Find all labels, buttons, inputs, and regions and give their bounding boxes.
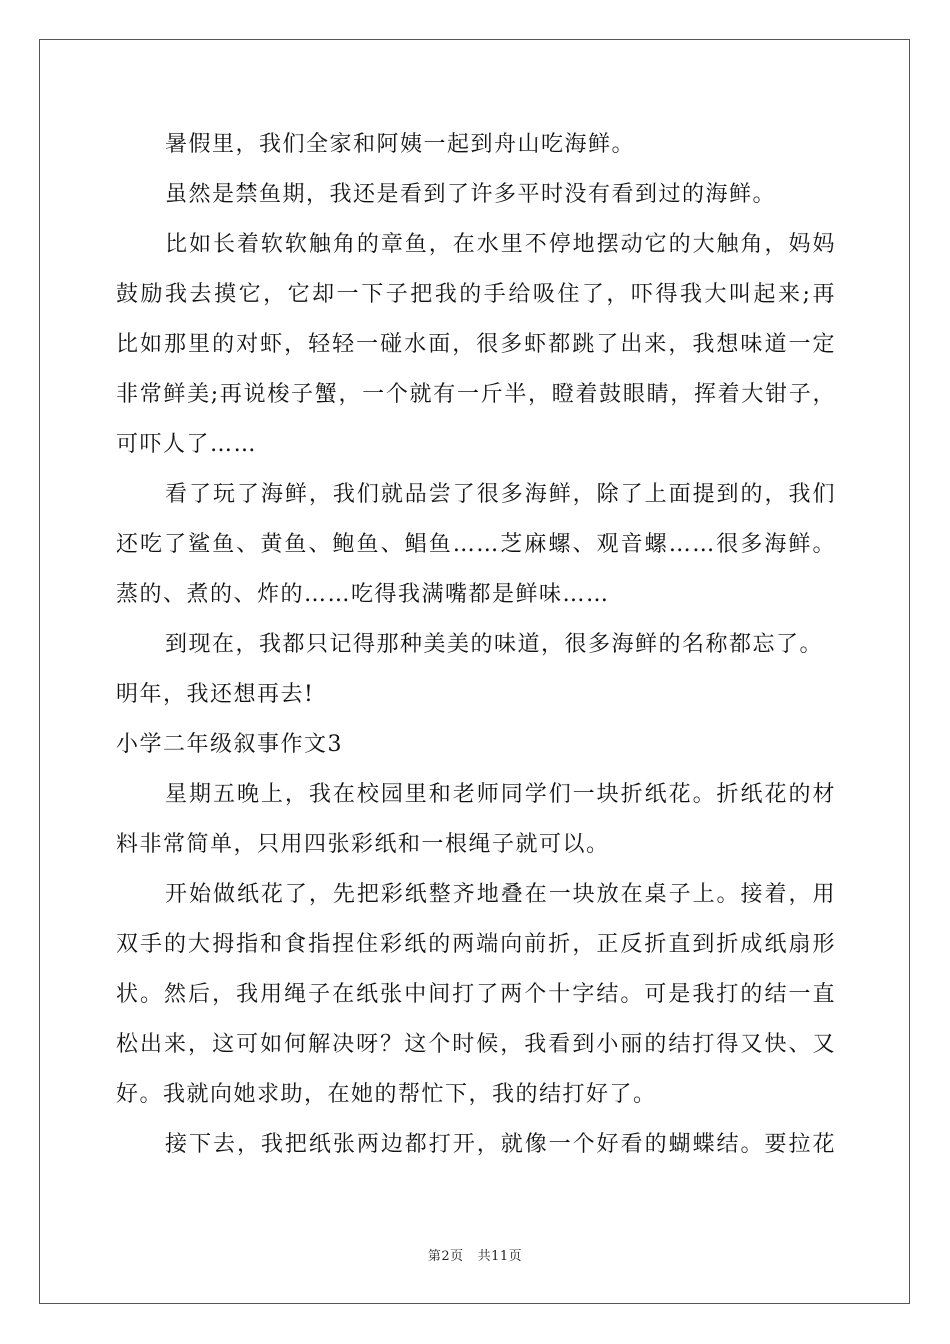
text-line: 蒸的、煮的、炸的……吃得我满嘴都是鲜味…… xyxy=(116,582,610,607)
page-footer xyxy=(0,1245,950,1264)
text-line: 小学二年级叙事作文3 xyxy=(116,732,343,757)
text-line: 可吓人了…… xyxy=(116,432,258,457)
text-line: 看了玩了海鲜，我们就品尝了很多海鲜，除了上面提到的，我们 xyxy=(165,482,836,507)
text-line: 虽然是禁鱼期，我还是看到了许多平时没有看到过的海鲜。 xyxy=(165,182,777,207)
page-number: 第2页 xyxy=(427,1249,464,1264)
text-line: 比如那里的对虾，轻轻一碰水面，很多虾都跳了出来，我想味道一定 xyxy=(116,332,836,357)
text-line: 料非常简单，只用四张彩纸和一根绳子就可以。 xyxy=(116,832,610,857)
document-body xyxy=(116,120,836,1170)
text-line: 双手的大拇指和食指捏住彩纸的两端向前折，正反折直到折成纸扇形 xyxy=(116,932,836,957)
text-line: 明年，我还想再去! xyxy=(116,682,315,707)
text-line: 接下去，我把纸张两边都打开，就像一个好看的蝴蝶结。要拉花 xyxy=(165,1132,836,1157)
text-line: 松出来，这可如何解决呀？这个时候，我看到小丽的结打得又快、又 xyxy=(116,1032,836,1057)
text-line: 比如长着软软触角的章鱼，在水里不停地摆动它的大触角，妈妈 xyxy=(165,232,836,257)
text-line: 暑假里，我们全家和阿姨一起到舟山吃海鲜。 xyxy=(165,132,636,157)
text-line: 开始做纸花了，先把彩纸整齐地叠在一块放在桌子上。接着，用 xyxy=(165,882,836,907)
text-line: 到现在，我都只记得那种美美的味道，很多海鲜的名称都忘了。 xyxy=(165,632,824,657)
text-line: 好。我就向她求助，在她的帮忙下，我的结打好了。 xyxy=(116,1082,657,1107)
text-line: 还吃了鲨鱼、黄鱼、鲍鱼、鲳鱼……芝麻螺、观音螺……很多海鲜。 xyxy=(116,532,836,557)
text-line: 星期五晚上，我在校园里和老师同学们一块折纸花。折纸花的材 xyxy=(165,782,836,807)
page-total: 共11页 xyxy=(477,1249,523,1264)
text-line: 状。然后，我用绳子在纸张中间打了两个十字结。可是我打的结一直 xyxy=(116,982,836,1007)
text-line: 鼓励我去摸它，它却一下子把我的手给吸住了，吓得我大叫起来;再 xyxy=(116,282,836,307)
text-line: 非常鲜美;再说梭子蟹，一个就有一斤半，瞪着鼓眼睛，挥着大钳子， xyxy=(116,382,836,407)
